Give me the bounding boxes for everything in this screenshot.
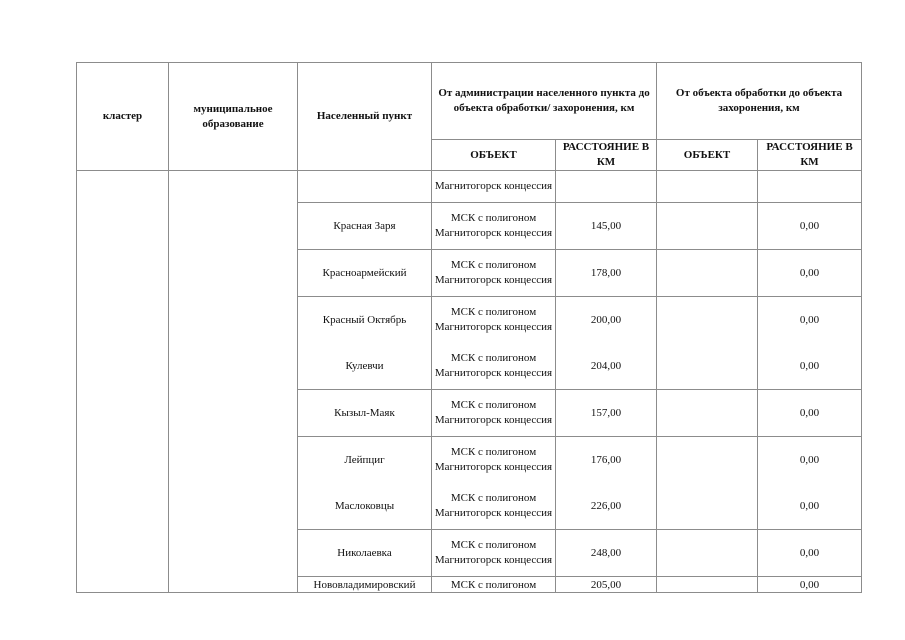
cluster-cell [77,171,169,593]
distance2-cell: 0,00 [758,203,862,250]
distance-cell: 204,00 [556,343,657,390]
settlement-cell [298,171,432,203]
header-distance-1: РАССТОЯНИЕ В КМ [556,140,657,171]
distance2-cell: 0,00 [758,250,862,297]
distance-cell: 226,00 [556,483,657,530]
table-row [77,171,862,203]
header-object-1: ОБЪЕКТ [432,140,556,171]
object2-cell [657,203,758,250]
object2-cell [657,343,758,390]
distance-cell: 205,00 [556,577,657,593]
distance-cell: 145,00 [556,203,657,250]
object-cell: Магнитогорск концессия [432,171,556,203]
distance2-cell: 0,00 [758,390,862,437]
header-group-admin-to-object: От администрации населенного пункта до объекта обработки/ захоронения, км [432,63,657,140]
object-cell: МСК с полигоном Магнитогорск концессия [432,390,556,437]
object2-cell [657,250,758,297]
distance-table [76,62,862,593]
object2-cell [657,577,758,593]
settlement-cell: Николаевка [298,530,432,577]
distance-cell: 200,00 [556,297,657,344]
settlement-cell: Нововладимировский [298,577,432,593]
object2-cell [657,437,758,484]
distance-cell: 248,00 [556,530,657,577]
settlement-cell: Красноармейский [298,250,432,297]
distance2-cell: 0,00 [758,437,862,484]
settlement-cell: Лейпциг [298,437,432,484]
header-group-object-to-burial: От объекта обработки до объекта захоронения, км [657,63,862,140]
distance2-cell: 0,00 [758,483,862,530]
document-page [76,62,861,593]
distance2-cell: 0,00 [758,530,862,577]
distance2-cell: 0,00 [758,297,862,344]
object-cell: МСК с полигоном Магнитогорск концессия [432,297,556,344]
object-cell: МСК с полигоном Магнитогорск концессия [432,250,556,297]
object2-cell [657,171,758,203]
object-cell: МСК с полигоном [432,577,556,593]
object2-cell [657,483,758,530]
settlement-cell: Маслоковцы [298,483,432,530]
object2-cell [657,297,758,344]
distance2-cell [758,171,862,203]
object-cell: МСК с полигоном Магнитогорск концессия [432,530,556,577]
object-cell: МСК с полигоном Магнитогорск концессия [432,203,556,250]
object-cell: МСК с полигоном Магнитогорск концессия [432,343,556,390]
distance-cell: 176,00 [556,437,657,484]
distance-cell: 157,00 [556,390,657,437]
object-cell: МСК с полигоном Магнитогорск концессия [432,483,556,530]
distance-cell [556,171,657,203]
settlement-cell: Красный Октябрь [298,297,432,344]
distance2-cell: 0,00 [758,577,862,593]
distance-cell: 178,00 [556,250,657,297]
settlement-cell: Кулевчи [298,343,432,390]
object2-cell [657,530,758,577]
distance2-cell: 0,00 [758,343,862,390]
header-settlement: Населенный пункт [298,63,432,171]
object2-cell [657,390,758,437]
settlement-cell: Кызыл-Маяк [298,390,432,437]
municipality-cell [169,171,298,593]
header-object-2: ОБЪЕКТ [657,140,758,171]
object-cell: МСК с полигоном Магнитогорск концессия [432,437,556,484]
settlement-cell: Красная Заря [298,203,432,250]
header-municipality: муниципальное образование [169,63,298,171]
header-cluster: кластер [77,63,169,171]
header-distance-2: РАССТОЯНИЕ В КМ [758,140,862,171]
